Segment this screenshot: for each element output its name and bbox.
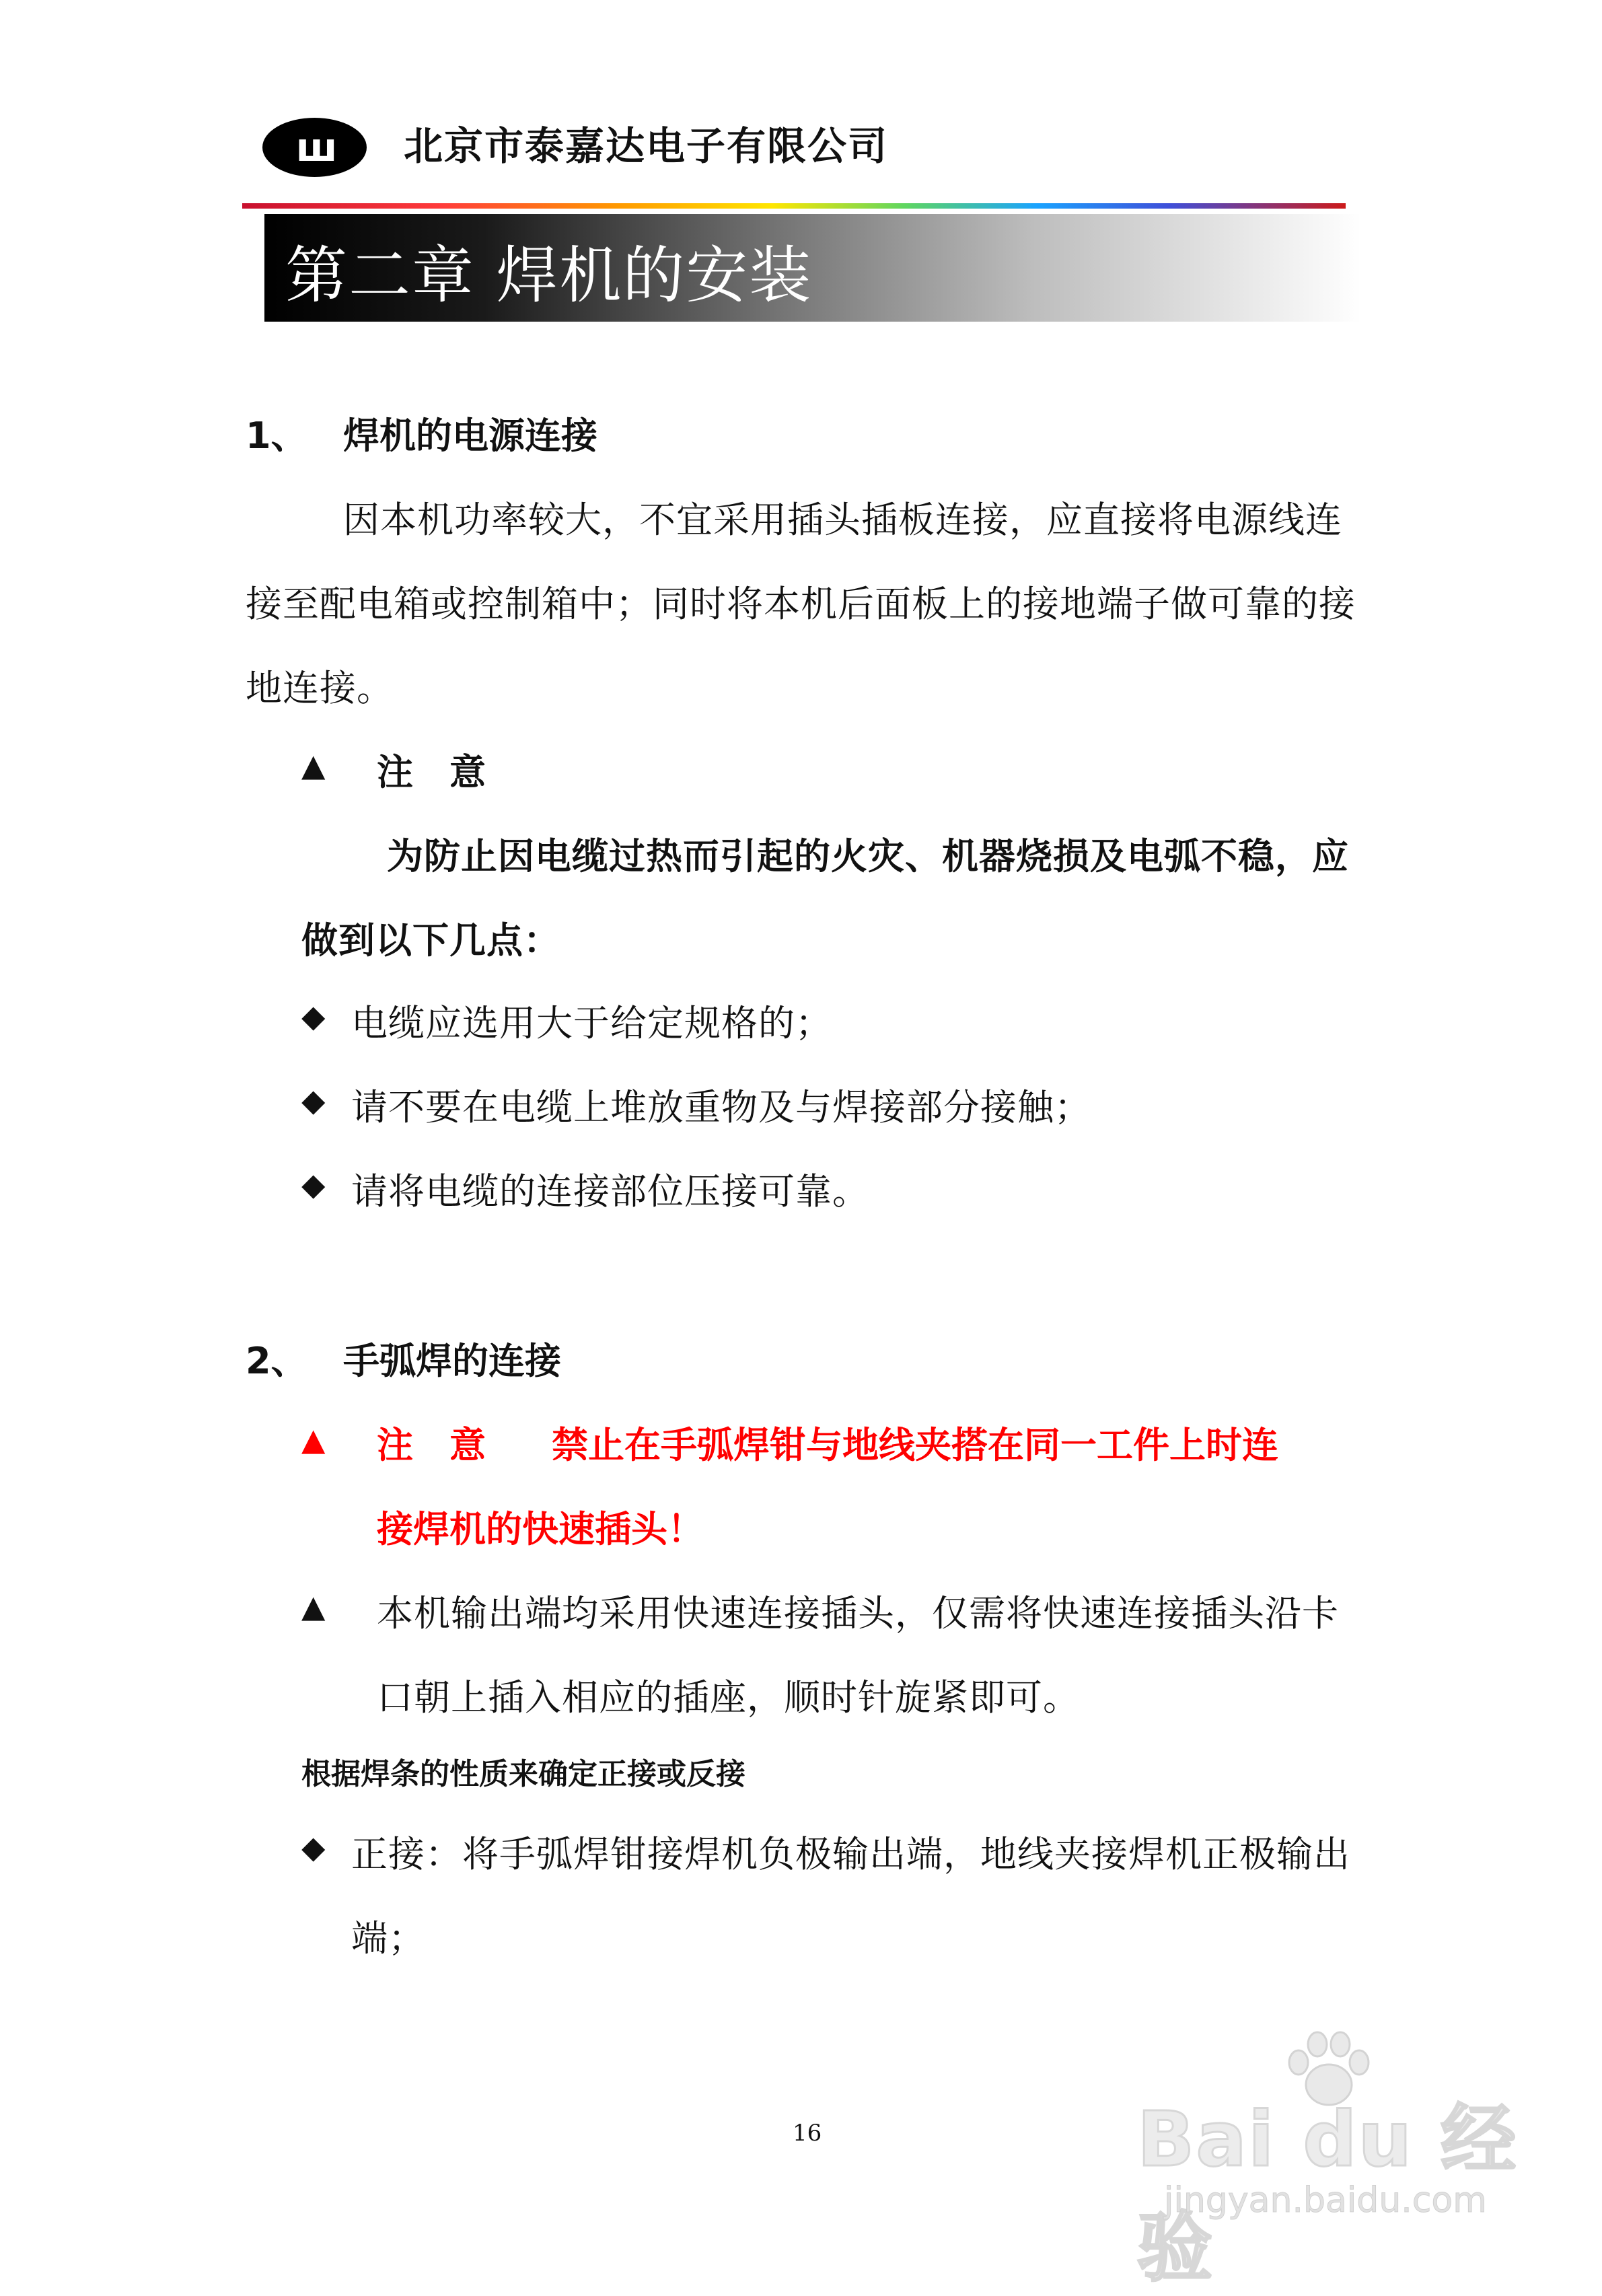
red-note-line-2: 接焊机的快速插头！ — [377, 1508, 704, 1550]
section-1-title: 焊机的电源连接 — [343, 415, 597, 457]
section-1-para-line-2: 接至配电箱或控制箱中；同时将本机后面板上的接地端子做可靠的接 — [246, 583, 1356, 625]
diamond-bullet-icon: ◆ — [301, 1082, 326, 1118]
red-note-line-1: 禁止在手弧焊钳与地线夹搭在同一工件上时连 — [552, 1424, 1278, 1466]
section-2-number: 2、 — [246, 1340, 307, 1382]
company-logo — [262, 118, 367, 177]
diamond-bullet-icon: ◆ — [301, 1829, 326, 1865]
polarity-line-1: 正接：将手弧焊钳接焊机负极输出端，地线夹接焊机正极输出 — [351, 1833, 1350, 1875]
bullet-item-1: 电缆应选用大于给定规格的； — [351, 1002, 832, 1044]
warning-triangle-icon: ▲ — [301, 747, 326, 783]
red-note-label: 注 意 — [377, 1424, 486, 1466]
diamond-bullet-icon: ◆ — [301, 1166, 326, 1203]
warning-line-2: 做到以下几点： — [301, 919, 560, 962]
bullet-item-2: 请不要在电缆上堆放重物及与焊接部分接触； — [351, 1086, 1091, 1128]
diamond-bullet-icon: ◆ — [301, 998, 326, 1034]
info-line-1: 本机输出端均采用快速连接插头，仅需将快速连接插头沿卡 — [377, 1592, 1339, 1635]
section-1-number: 1、 — [246, 415, 307, 457]
section-2-title: 手弧焊的连接 — [343, 1340, 561, 1382]
info-triangle-icon: ▲ — [301, 1588, 326, 1624]
note-label: 注 意 — [377, 751, 486, 793]
info-line-2: 口朝上插入相应的插座，顺时针旋紧即可。 — [377, 1676, 1080, 1719]
watermark-url: jingyan.baidu.com — [1164, 2180, 1487, 2221]
polarity-line-2: 端； — [351, 1917, 425, 1960]
red-warning-triangle-icon: ▲ — [301, 1421, 326, 1458]
section-1-para-line-1: 因本机功率较大，不宜采用插头插板连接，应直接将电源线连 — [343, 499, 1342, 541]
chapter-title: 第二章 焊机的安装 — [285, 240, 813, 312]
baidu-watermark — [1137, 2079, 1541, 2292]
bullet-item-3: 请将电缆的连接部位压接可靠。 — [351, 1170, 869, 1213]
company-name: 北京市泰嘉达电子有限公司 — [404, 123, 889, 169]
section-1-para-line-3: 地连接。 — [246, 667, 394, 709]
warning-line-1: 为防止因电缆过热而引起的火灾、机器烧损及电弧不稳，应 — [387, 835, 1349, 877]
watermark-brand: Bai du 经验 — [1137, 2096, 1518, 2292]
logo-mark: ш — [295, 124, 334, 170]
polarity-subheading: 根据焊条的性质来确定正接或反接 — [301, 1757, 745, 1791]
page-number: 16 — [793, 2120, 822, 2147]
header-rainbow-rule — [242, 203, 1346, 209]
